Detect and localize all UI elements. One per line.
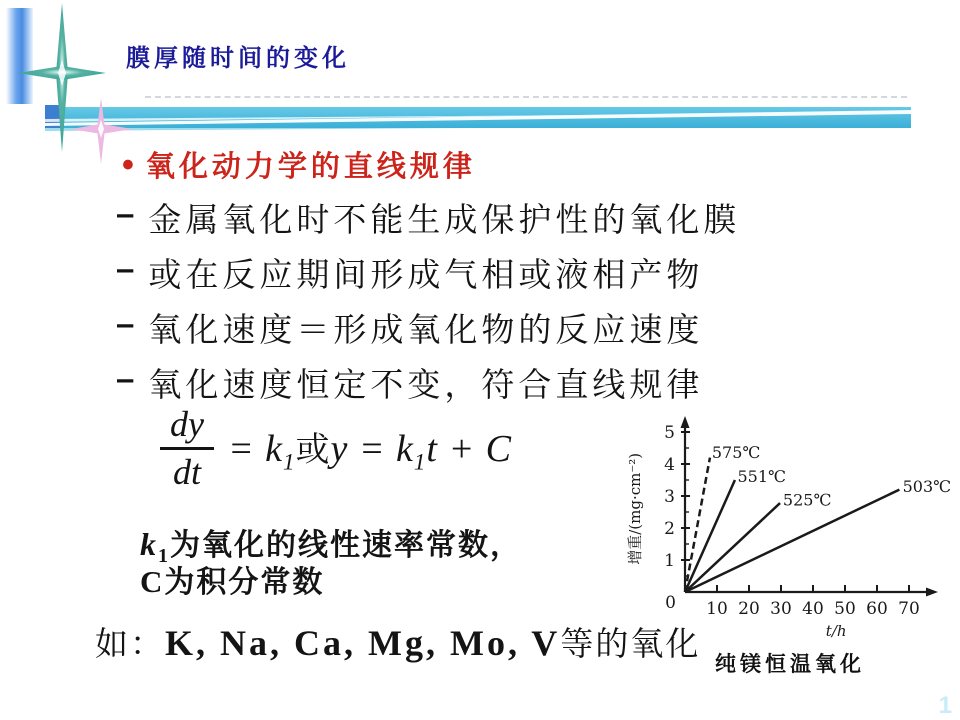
page-number: 1 <box>938 692 952 719</box>
dash-marker: – <box>116 360 139 397</box>
svg-text:20: 20 <box>738 599 760 619</box>
svg-text:575℃: 575℃ <box>711 442 761 462</box>
bullet-dot-icon: • <box>122 145 138 184</box>
oxidation-chart-plot <box>620 403 960 648</box>
c-variable: C <box>140 564 165 599</box>
equation-equals-k: = k <box>228 427 284 470</box>
fraction-numerator: dy <box>170 404 204 444</box>
svg-text:4: 4 <box>664 455 675 475</box>
svg-text:30: 30 <box>770 599 792 619</box>
svg-text:2: 2 <box>664 519 675 539</box>
bullet-item <box>116 249 703 296</box>
svg-text:60: 60 <box>866 599 888 619</box>
svg-text:70: 70 <box>898 599 920 619</box>
k1-note-text: 为氧化的线性速率常数， <box>170 529 522 562</box>
svg-text:5: 5 <box>664 423 675 443</box>
slide-title: 膜厚随时间的变化 <box>126 45 350 72</box>
c-note-line <box>140 557 324 601</box>
svg-text:525℃: 525℃ <box>782 490 832 510</box>
dashed-divider-line <box>145 96 907 98</box>
svg-text:0: 0 <box>665 593 676 613</box>
equation-right-side <box>228 422 512 476</box>
dash-marker: – <box>116 305 139 342</box>
equation-or-word: 或 <box>295 431 331 469</box>
k-subscript: 1 <box>413 449 427 475</box>
bullet-item <box>116 359 703 406</box>
k1-variable: k <box>140 526 158 562</box>
section-heading-text: 氧化动力学的直线规律 <box>145 151 476 183</box>
oxidation-chart <box>620 403 960 648</box>
bullet-item-text: 金属氧化时不能生成保护性的氧化膜 <box>148 203 741 239</box>
equation-y-equals-k: y = k <box>330 427 414 470</box>
pink-four-point-star <box>71 98 133 164</box>
example-metal-list: K, Na, Ca, Mg, Mo, V <box>165 623 561 663</box>
example-prefix: 如： <box>95 627 165 663</box>
bullet-item-text: 氧化速度＝形成氧化物的反应速度 <box>148 313 704 349</box>
svg-text:t/h: t/h <box>825 622 847 640</box>
svg-text:50: 50 <box>834 599 856 619</box>
c-note-text: 为积分常数 <box>164 566 325 599</box>
svg-text:10: 10 <box>706 599 728 619</box>
dash-marker: – <box>116 195 139 232</box>
blue-gradient-bar <box>6 8 33 104</box>
equation-tail: t + C <box>426 427 512 470</box>
k1-subscript: 1 <box>158 545 170 567</box>
bullet-item <box>116 194 740 241</box>
decorative-star-cluster <box>0 0 215 184</box>
fraction-dy-dt <box>158 402 216 495</box>
chart-caption: 纯镁恒温氧化 <box>715 653 865 676</box>
k-subscript: 1 <box>283 449 296 475</box>
bullet-item <box>116 304 703 351</box>
example-suffix: 等的氧化 <box>560 627 701 663</box>
svg-text:增重/(mg·cm⁻²): 增重/(mg·cm⁻²) <box>626 452 644 565</box>
svg-text:40: 40 <box>802 599 824 619</box>
svg-text:551℃: 551℃ <box>737 466 786 486</box>
dash-marker: – <box>116 250 139 287</box>
svg-text:503℃: 503℃ <box>902 477 952 497</box>
fraction-denominator: dt <box>172 452 201 492</box>
rate-equation <box>158 402 512 495</box>
svg-text:1: 1 <box>664 551 675 571</box>
example-line <box>95 618 700 665</box>
bullet-item-text: 或在反应期间形成气相或液相产物 <box>148 258 704 294</box>
bullet-item-text: 氧化速度恒定不变，符合直线规律 <box>148 368 704 404</box>
svg-text:3: 3 <box>664 487 675 507</box>
